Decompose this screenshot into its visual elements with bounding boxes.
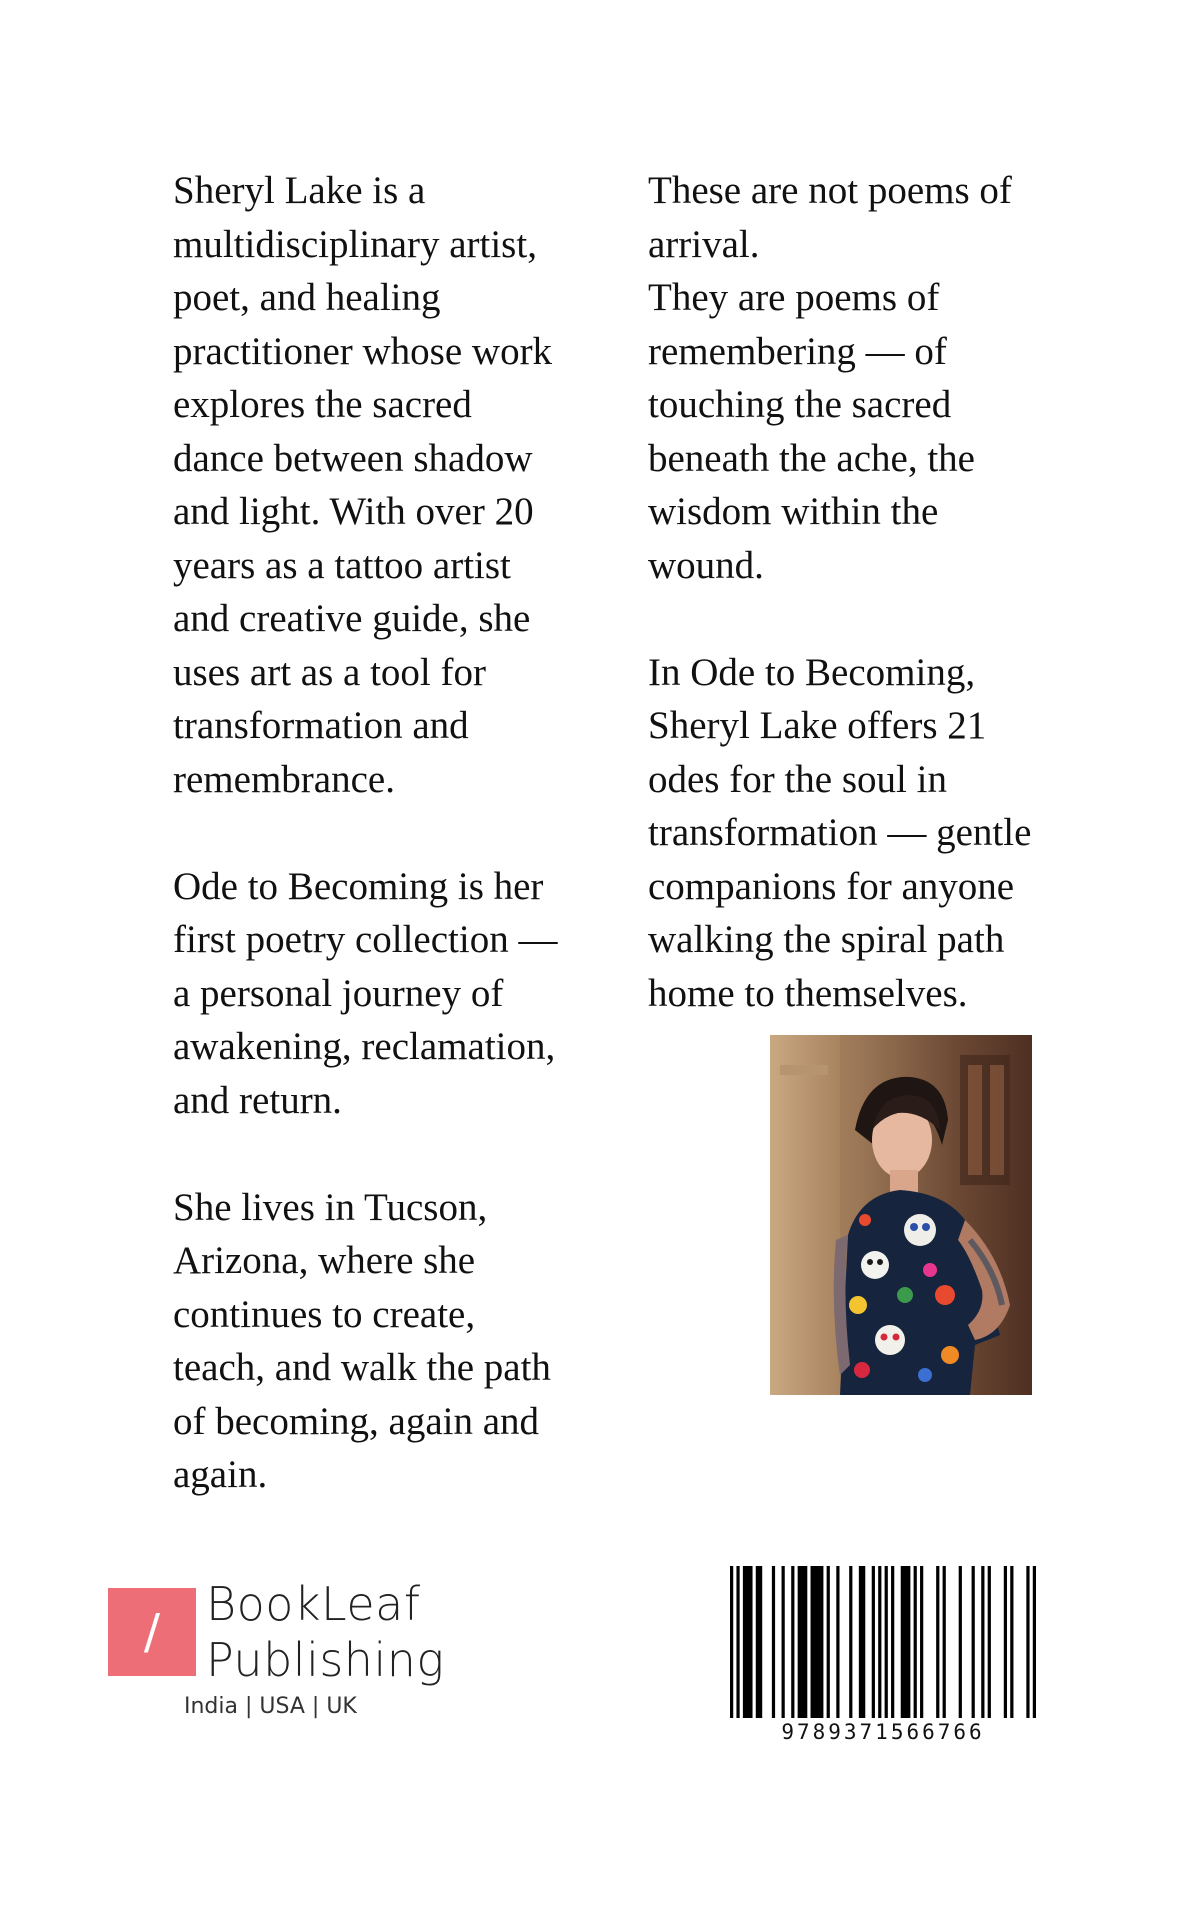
barcode-bar [736, 1566, 739, 1718]
publisher-regions: India | USA | UK [184, 1694, 357, 1719]
bio-line: and creative guide, she [173, 597, 531, 640]
collection-paragraph [173, 860, 613, 1128]
barcode-bar [798, 1566, 808, 1718]
collection-line: a personal journey of [173, 971, 504, 1015]
barcode-bar [901, 1566, 911, 1718]
barcode-bar [772, 1566, 775, 1718]
intro-line: They are poems of [648, 276, 940, 319]
barcode-bar [988, 1566, 991, 1718]
barcode-bar [1026, 1566, 1029, 1718]
publisher-name [206, 1576, 445, 1688]
collection-line: and return. [173, 1078, 342, 1122]
author-photo [770, 1035, 1032, 1395]
barcode-bar [827, 1566, 830, 1718]
bio-line: explores the sacred [173, 383, 472, 426]
bio-line: poet, and healing [173, 276, 441, 319]
publisher-logo [108, 1577, 488, 1738]
home-line: continues to create, [173, 1292, 476, 1336]
barcode-bar [756, 1566, 762, 1718]
intro-paragraph [648, 164, 1068, 592]
barcode-bar [891, 1566, 894, 1718]
bio-line: Sheryl Lake is a [173, 169, 426, 212]
intro-line: These are not poems of [648, 169, 1012, 212]
publisher-slash-icon: / [108, 1588, 196, 1676]
barcode-bar [791, 1566, 794, 1718]
barcode-bar [936, 1566, 939, 1718]
intro-line: beneath the ache, the [648, 436, 975, 480]
barcode-bar [1010, 1566, 1013, 1718]
home-line: teach, and walk the path [173, 1346, 551, 1389]
collection-line: first poetry collection — [173, 918, 558, 961]
offer-line: home to themselves. [648, 971, 968, 1015]
bio-line: dance between shadow [173, 436, 533, 480]
intro-line: touching the sacred [648, 383, 952, 426]
offer-line: odes for the soul in [648, 757, 947, 801]
bio-line: uses art as a tool for [173, 650, 486, 694]
barcode-bar [914, 1566, 917, 1718]
offer-line: In Ode to Becoming, [648, 650, 976, 694]
collection-line: Ode to Becoming is her [173, 864, 544, 908]
barcode-bar [1033, 1566, 1036, 1718]
bio-line: remembrance. [173, 757, 395, 801]
bio-line: practitioner whose work [173, 329, 553, 373]
barcode-bar [782, 1566, 785, 1718]
barcode-bar [730, 1566, 733, 1718]
home-paragraph [173, 1181, 613, 1502]
offer-line: walking the spiral path [648, 918, 1005, 961]
isbn-number: 9789371566766 [781, 1720, 985, 1744]
left-text-column [173, 164, 613, 1555]
collection-line: awakening, reclamation, [173, 1025, 556, 1068]
isbn-barcode [730, 1566, 1036, 1718]
offer-line: Sheryl Lake offers 21 [648, 704, 987, 747]
home-line: Arizona, where she [173, 1239, 476, 1282]
bio-line: years as a tattoo artist [173, 543, 511, 587]
home-line: again. [173, 1453, 268, 1496]
barcode-bar [859, 1566, 865, 1718]
barcode-bar [981, 1566, 984, 1718]
barcode-bar [959, 1566, 962, 1718]
bio-line: transformation and [173, 704, 469, 747]
author-bio-paragraph [173, 164, 613, 806]
offer-paragraph [648, 646, 1068, 1021]
intro-line: wound. [648, 543, 764, 587]
bio-line: and light. With over 20 [173, 490, 534, 533]
barcode-bar [943, 1566, 946, 1718]
barcode-bar [878, 1566, 881, 1718]
bio-line: multidisciplinary artist, [173, 222, 537, 266]
intro-line: remembering — of [648, 329, 947, 373]
barcode-bar [836, 1566, 839, 1718]
publisher-name-line2: Publishing [206, 1633, 445, 1687]
offer-line: companions for anyone [648, 864, 1015, 908]
barcode-bar [920, 1566, 923, 1718]
offer-line: transformation — gentle [648, 811, 1032, 854]
barcode-bar [849, 1566, 852, 1718]
barcode-bar [972, 1566, 975, 1718]
intro-line: arrival. [648, 222, 760, 266]
barcode-bar [743, 1566, 753, 1718]
barcode-bar [872, 1566, 875, 1718]
barcode-bar [811, 1566, 824, 1718]
barcode-bar [1004, 1566, 1007, 1718]
right-text-column [648, 164, 1068, 1074]
home-line: She lives in Tucson, [173, 1185, 488, 1229]
intro-line: wisdom within the [648, 490, 939, 533]
home-line: of becoming, again and [173, 1399, 540, 1443]
barcode-bar [885, 1566, 888, 1718]
publisher-name-line1: BookLeaf [206, 1577, 421, 1631]
